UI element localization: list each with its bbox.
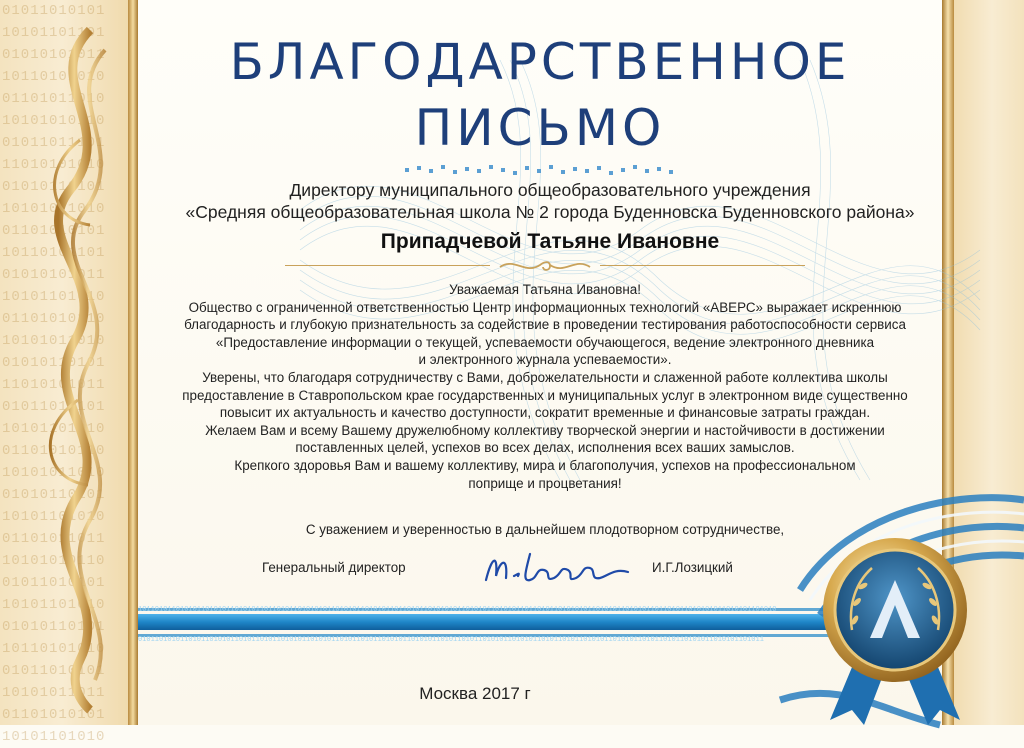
- closing-regards: С уважением и уверенностью в дальнейшем плодотворном сотрудничестве,: [305, 522, 785, 537]
- gold-swirl-ornament: [20, 20, 130, 710]
- letter-body: [150, 281, 940, 492]
- binary-pattern: 01011010101 10101101101 01010101011 10110101010 01101011010 10101010110 01011011101 11010101010 01010110101 10101011010 01101010101 10110101101 01010101011 10101101010 01101010110 10101011010 01010110101 11010101011 01011010101 10101101010 01101010110 10101011010 01010110101 10101101010 01101011011 10101010110 01011010101 10101101010 01010110101 10110101010 01011010101 10101011011 01101010101 10101101010: [2, 3, 106, 745]
- address-line-1: Директору муниципального общеобразовательного учреждения: [289, 180, 811, 200]
- body-line: благодарность и глубокую признательность за содействие в проведении тестирования работоспособности сервиса: [184, 317, 906, 333]
- left-gold-panel: [0, 0, 138, 745]
- body-line: предоставление в Ставропольском крае государственных и муниципальных услуг в электронном виде существенно: [182, 387, 908, 403]
- dot-divider: [405, 163, 675, 177]
- body-line: Желаем Вам и всему Вашему дружелюбному коллективу творческой энергии и настойчивости в достижении: [205, 422, 885, 438]
- body-line: Уважаемая Татьяна Ивановна!: [449, 282, 641, 297]
- handwritten-signature: [478, 546, 638, 590]
- body-line: поставленных целей, успехов во всех делах, исполнения всех ваших замыслов.: [295, 440, 795, 456]
- recipient-name: Припадчевой Татьяне Ивановне: [380, 230, 720, 253]
- company-seal: [760, 470, 1024, 725]
- body-line: и электронного журнала успеваемости».: [418, 352, 672, 368]
- body-line: повысит их актуальность и качество доступности, сократит временные и финансовые затраты граждан.: [219, 405, 871, 421]
- ornament-line-left: [285, 265, 490, 266]
- gold-scroll-ornament: [495, 257, 595, 275]
- body-line: Уверены, что благодаря сотрудничеству с Вами, доброжелательности и слаженной работе коллектива школы: [202, 369, 888, 385]
- city-year: Москва 2017 г: [419, 684, 531, 703]
- svg-text:101101011010101101010110101011: 10110101101010110101011010101101101011010101011010101101010110110101101010101101010110101011011010110101010110101011010101101101011010101011010101101010: [138, 606, 777, 614]
- body-line: поприще и процветания!: [468, 475, 622, 491]
- body-line: «Предоставление информации о текущей, успеваемости обучающегося, ведение электронного дневника: [215, 334, 875, 350]
- body-line: Крепкого здоровья Вам и вашему коллективу, мира и благополучия, успехов на профессиональном: [234, 457, 856, 473]
- signer-name: И.Г.Лозицкий: [652, 560, 733, 575]
- signer-position: Генеральный директор: [262, 560, 406, 575]
- title-line-1: БЛАГОДАРСТВЕННОЕ: [229, 33, 851, 91]
- title-line-2: ПИСЬМО: [414, 99, 666, 157]
- svg-text:010110101011010110101011010110: 01011010101101011010101101011010110101011010101101011010110101011010101101011010110101011010101101011010110101011010101101011010110101011010101101011: [138, 636, 764, 644]
- ornament-line-right: [600, 265, 805, 266]
- left-gold-bar: [128, 0, 138, 725]
- body-line: Общество с ограниченной ответственностью Центр информационных технологий «АВЕРС» выражает искреннюю: [188, 299, 902, 315]
- address-line-2: «Средняя общеобразовательная школа № 2 города Буденновска Буденновского района»: [185, 202, 915, 222]
